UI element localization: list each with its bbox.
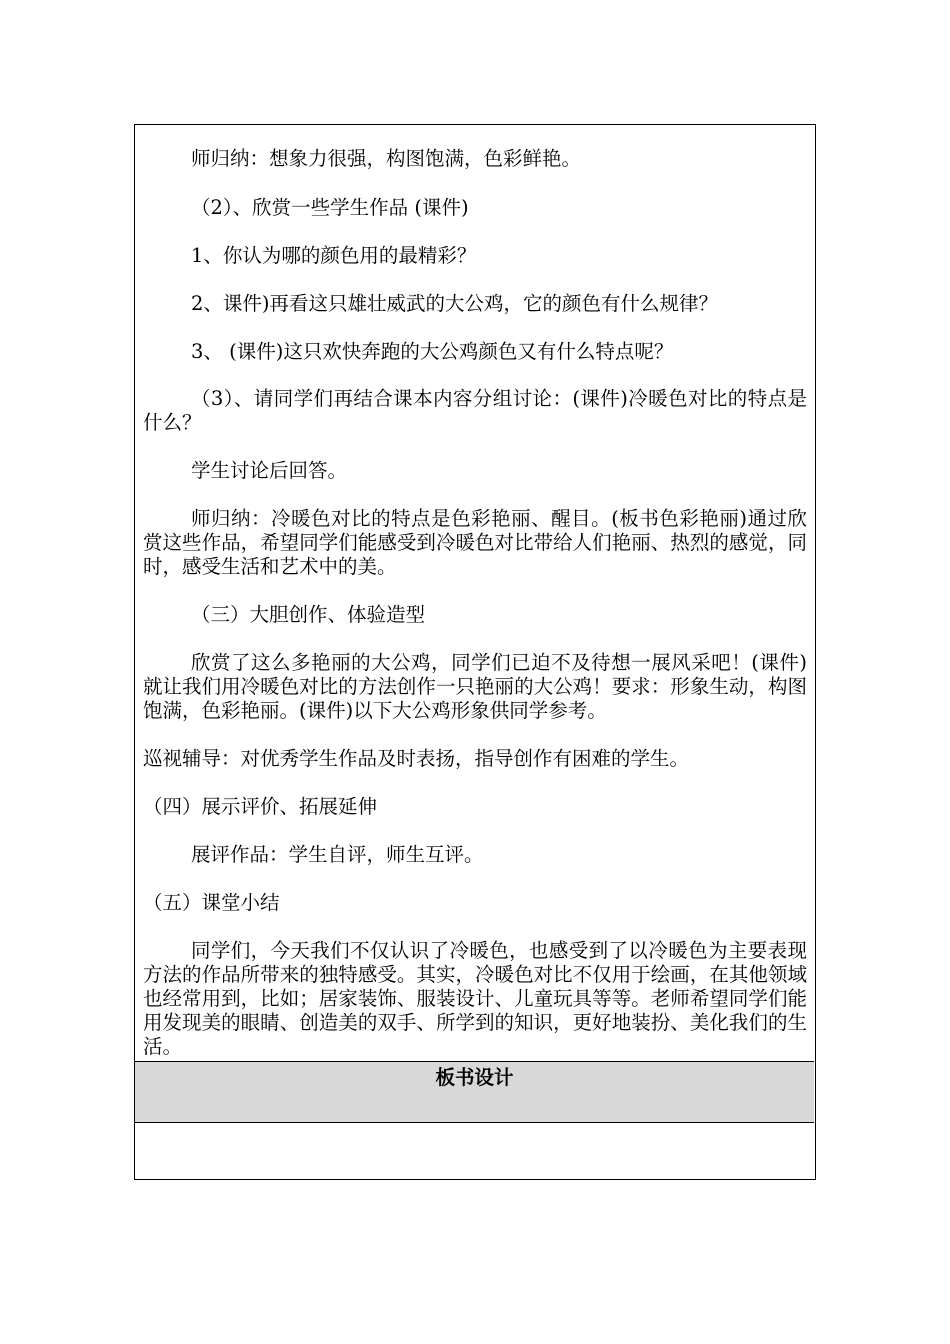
board-design-heading: 板书设计	[435, 1066, 514, 1089]
section-heading-evaluation: （四）展示评价、拓展延伸	[143, 795, 378, 818]
paragraph-summary-1: 师归纳：想象力很强，构图饱满，色彩鲜艳。	[191, 147, 582, 170]
paragraph-guidance: 巡视辅导：对优秀学生作品及时表扬，指导创作有困难的学生。	[143, 747, 690, 770]
paragraph-class-summary: 同学们，今天我们不仅认识了冷暖色，也感受到了以冷暖色为主要表现方法的作品所带来的独特感受。其实，冷暖色对比不仅用于绘画，在其他领域也经常用到，比如；居家装饰、服装设计、儿童玩具等等。老师希望同学们能用发现美的眼睛、创造美的双手、所学到的知识，更好地装扮、美化我们的生活。	[143, 939, 807, 1058]
lesson-content-cell	[135, 125, 814, 1061]
board-design-header-row	[135, 1061, 814, 1123]
paragraph-question-3: 3、 (课件)这只欢快奔跑的大公鸡颜色又有什么特点呢？	[191, 340, 674, 363]
paragraph-create-instructions: 欣赏了这么多艳丽的大公鸡，同学们已迫不及待想一展风采吧！(课件)就让我们用冷暖色对比的方法创作一只艳丽的大公鸡！要求：形象生动，构图饱满，色彩艳丽。(课件)以下大公鸡形象供同学参考。	[143, 651, 807, 722]
section-heading-create: （三）大胆创作、体验造型	[191, 603, 426, 626]
paragraph-question-1: 1、你认为哪的颜色用的最精彩？	[191, 244, 477, 267]
paragraph-step-3: （3）、请同学们再结合课本内容分组讨论：(课件)冷暖色对比的特点是什么？	[143, 387, 807, 434]
board-design-content-cell	[135, 1123, 814, 1178]
paragraph-summary-2: 师归纳：冷暖色对比的特点是色彩艳丽、醒目。(板书色彩艳丽)通过欣赏这些作品，希望同学们能感受到冷暖色对比带给人们艳丽、热烈的感觉，同时，感受生活和艺术中的美。	[143, 507, 807, 578]
lesson-plan-table	[134, 124, 816, 1180]
paragraph-evaluation: 展评作品：学生自评，师生互评。	[191, 843, 484, 866]
paragraph-step-2: （2）、欣赏一些学生作品 (课件)	[191, 196, 469, 219]
paragraph-student-discussion: 学生讨论后回答。	[191, 459, 348, 482]
section-heading-summary: （五）课堂小结	[143, 891, 280, 914]
paragraph-question-2: 2、课件)再看这只雄壮威武的大公鸡，它的颜色有什么规律？	[191, 292, 719, 315]
